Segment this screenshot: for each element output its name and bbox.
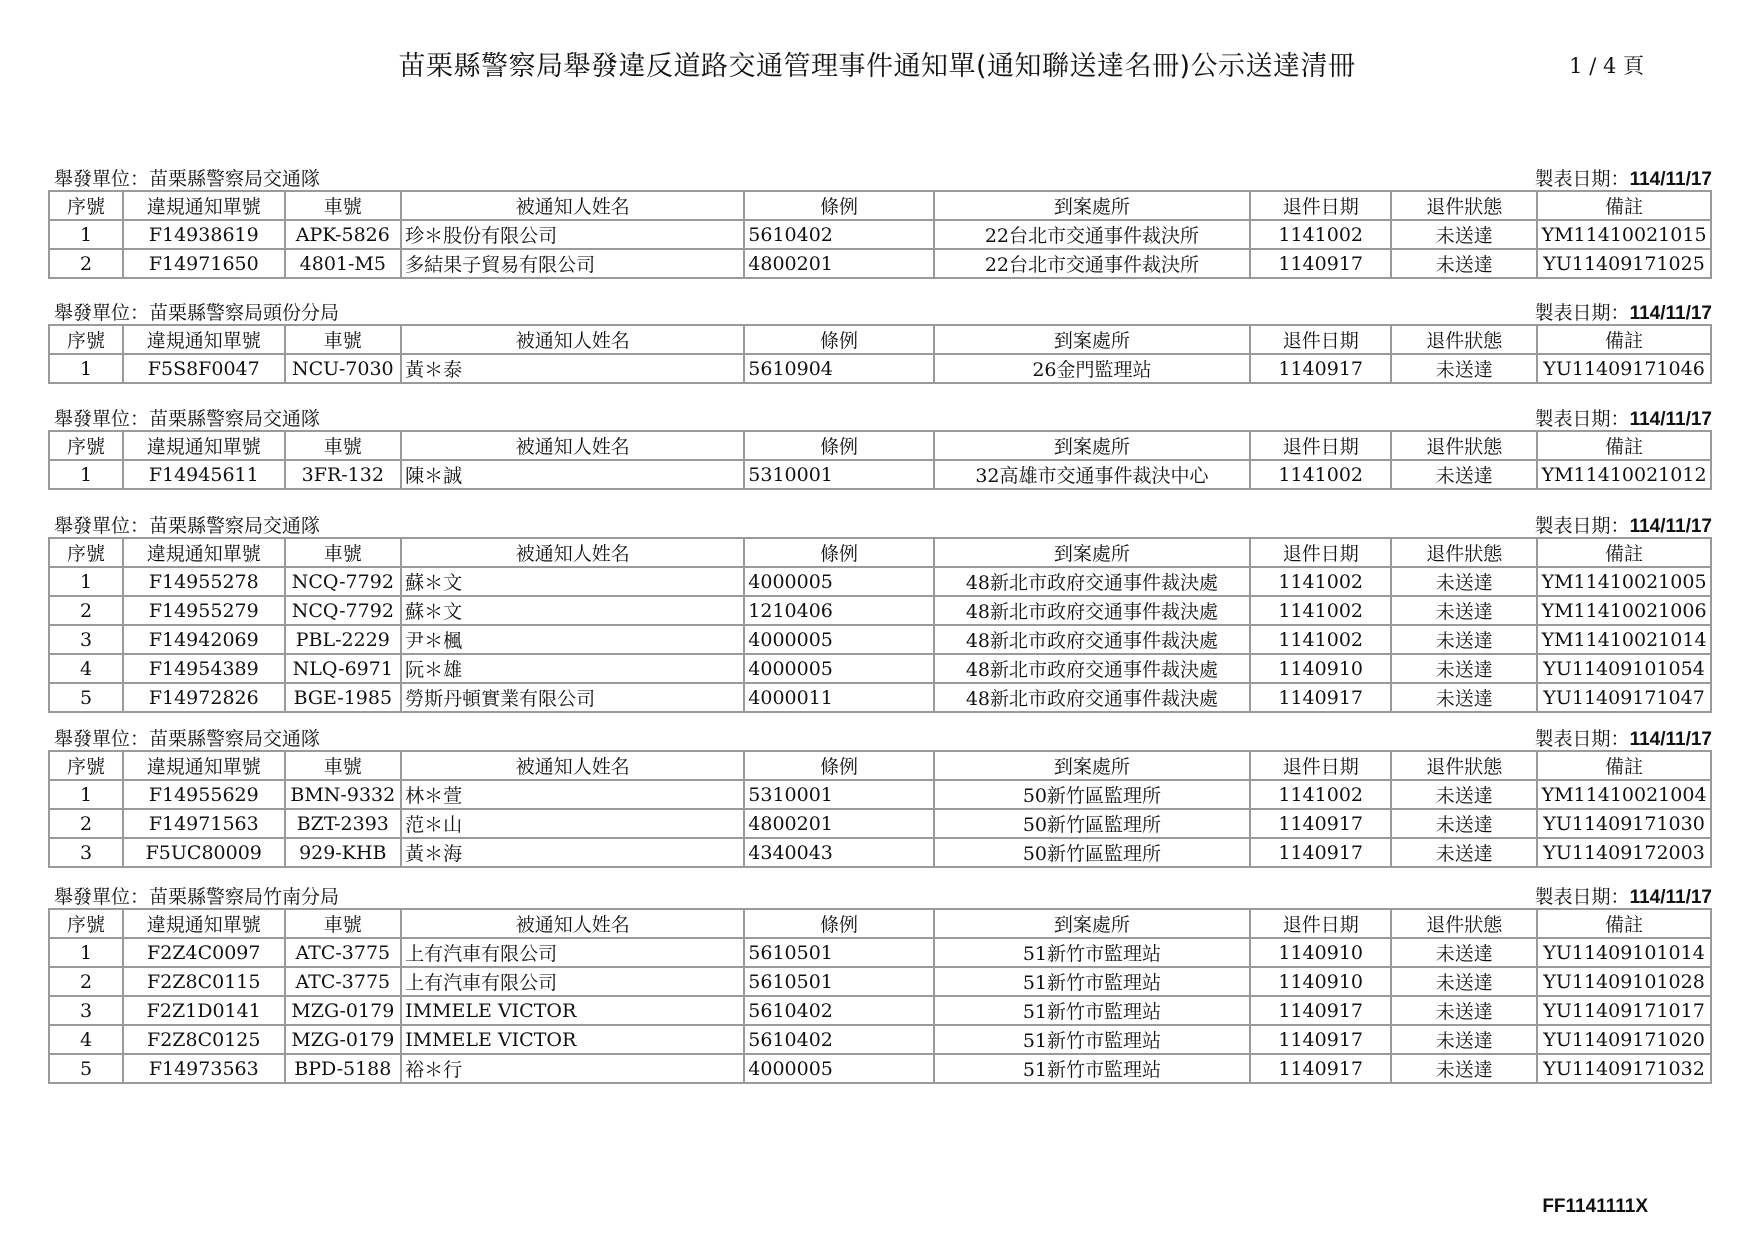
table-cell: 1141002 — [1250, 625, 1391, 654]
table-cell: 黃＊海 — [401, 838, 744, 867]
table-cell: 未送達 — [1391, 625, 1537, 654]
table-cell: F14945611 — [123, 460, 284, 489]
table-cell: 2 — [49, 809, 123, 838]
table-cell: 未送達 — [1391, 354, 1537, 383]
table-cell: 3 — [49, 996, 123, 1025]
table-row — [49, 996, 1711, 1025]
table-cell: 5610501 — [744, 967, 934, 996]
table-cell: 未送達 — [1391, 683, 1537, 712]
column-header: 序號 — [49, 909, 123, 938]
table-cell: F5S8F0047 — [123, 354, 284, 383]
table-cell: 1140910 — [1250, 654, 1391, 683]
column-header: 退件日期 — [1250, 191, 1391, 220]
table-cell: YU11409101054 — [1537, 654, 1711, 683]
table-cell: F14972826 — [123, 683, 284, 712]
table-cell: 4 — [49, 1025, 123, 1054]
table-cell: 50新竹區監理所 — [934, 838, 1250, 867]
table-cell: 32高雄市交通事件裁決中心 — [934, 460, 1250, 489]
table-cell: 4000011 — [744, 683, 934, 712]
table-cell: 1210406 — [744, 596, 934, 625]
table-cell: 51新竹市監理站 — [934, 1054, 1250, 1083]
table-cell: 4000005 — [744, 567, 934, 596]
table-cell: APK-5826 — [285, 220, 402, 249]
table-cell: 未送達 — [1391, 249, 1537, 278]
table-cell: BZT-2393 — [285, 809, 402, 838]
table-cell: 51新竹市監理站 — [934, 938, 1250, 967]
table-cell: 未送達 — [1391, 460, 1537, 489]
table-cell: 51新竹市監理站 — [934, 996, 1250, 1025]
table-cell: 林＊萱 — [401, 780, 744, 809]
section-header — [48, 880, 1712, 908]
table-cell: 5610501 — [744, 938, 934, 967]
table-cell: YU11409171017 — [1537, 996, 1711, 1025]
table-cell: 3 — [49, 838, 123, 867]
table-cell: 未送達 — [1391, 1054, 1537, 1083]
table-cell: 48新北市政府交通事件裁決處 — [934, 654, 1250, 683]
table-header-row — [49, 325, 1711, 354]
column-header: 條例 — [744, 538, 934, 567]
column-header: 到案處所 — [934, 538, 1250, 567]
made-date-value: 114/11/17 — [1629, 409, 1712, 430]
table-cell: 蘇＊文 — [401, 567, 744, 596]
table-row — [49, 683, 1711, 712]
table-cell: YU11409101014 — [1537, 938, 1711, 967]
reporting-unit: 舉發單位：苗栗縣警察局交通隊 — [54, 168, 321, 190]
table-cell: YM11410021014 — [1537, 625, 1711, 654]
table-cell: F14973563 — [123, 1054, 284, 1083]
table-cell: 3FR-132 — [285, 460, 402, 489]
table-cell: 48新北市政府交通事件裁決處 — [934, 683, 1250, 712]
table-cell: 1141002 — [1250, 596, 1391, 625]
column-header: 序號 — [49, 325, 123, 354]
section-header — [48, 509, 1712, 537]
report-section — [48, 162, 1712, 279]
column-header: 到案處所 — [934, 191, 1250, 220]
table-row — [49, 220, 1711, 249]
table-cell: 上有汽車有限公司 — [401, 967, 744, 996]
column-header: 退件狀態 — [1391, 751, 1537, 780]
page-number: 1 / 4 頁 — [1569, 54, 1644, 78]
made-date-value: 114/11/17 — [1629, 729, 1712, 750]
table-cell: 22台北市交通事件裁決所 — [934, 249, 1250, 278]
table-cell: YM11410021015 — [1537, 220, 1711, 249]
table-cell: BPD-5188 — [285, 1054, 402, 1083]
table-cell: 1140910 — [1250, 967, 1391, 996]
table-cell: YU11409171030 — [1537, 809, 1711, 838]
made-date-label: 製表日期： — [1534, 302, 1630, 324]
table-row — [49, 938, 1711, 967]
table-row — [49, 654, 1711, 683]
column-header: 被通知人姓名 — [401, 538, 744, 567]
table-cell: F14954389 — [123, 654, 284, 683]
column-header: 備註 — [1537, 431, 1711, 460]
table-row — [49, 838, 1711, 867]
column-header: 退件狀態 — [1391, 538, 1537, 567]
table-cell: F14955279 — [123, 596, 284, 625]
table-cell: 5610904 — [744, 354, 934, 383]
table-cell: YU11409171025 — [1537, 249, 1711, 278]
table-cell: BMN-9332 — [285, 780, 402, 809]
table-cell: 范＊山 — [401, 809, 744, 838]
table-cell: 未送達 — [1391, 996, 1537, 1025]
table-cell: YU11409171032 — [1537, 1054, 1711, 1083]
column-header: 條例 — [744, 909, 934, 938]
table-cell: 1140917 — [1250, 996, 1391, 1025]
table-cell: 2 — [49, 596, 123, 625]
table-row — [49, 249, 1711, 278]
made-date-label: 製表日期： — [1534, 408, 1630, 430]
column-header: 被通知人姓名 — [401, 191, 744, 220]
table-cell: 4800201 — [744, 249, 934, 278]
table-cell: 5610402 — [744, 220, 934, 249]
reporting-unit: 舉發單位：苗栗縣警察局交通隊 — [54, 515, 321, 537]
table-cell: 2 — [49, 249, 123, 278]
table-cell: 51新竹市監理站 — [934, 967, 1250, 996]
table-cell: 1 — [49, 780, 123, 809]
table-cell: F5UC80009 — [123, 838, 284, 867]
section-header — [48, 402, 1712, 430]
table-cell: 5 — [49, 1054, 123, 1083]
column-header: 到案處所 — [934, 751, 1250, 780]
column-header: 違規通知單號 — [123, 431, 284, 460]
table-cell: IMMELE VICTOR — [401, 996, 744, 1025]
table-cell: F2Z4C0097 — [123, 938, 284, 967]
table-cell: 1140917 — [1250, 1054, 1391, 1083]
column-header: 到案處所 — [934, 431, 1250, 460]
document-title: 苗栗縣警察局舉發違反道路交通管理事件通知單(通知聯送達名冊)公示送達清冊 — [398, 51, 1356, 82]
table-cell: 50新竹區監理所 — [934, 809, 1250, 838]
report-section — [48, 402, 1712, 490]
table-cell: 未送達 — [1391, 938, 1537, 967]
column-header: 備註 — [1537, 191, 1711, 220]
table-row — [49, 567, 1711, 596]
table-cell: 黃＊泰 — [401, 354, 744, 383]
section-header — [48, 296, 1712, 324]
table-cell: 勞斯丹頓實業有限公司 — [401, 683, 744, 712]
column-header: 車號 — [285, 538, 402, 567]
column-header: 車號 — [285, 751, 402, 780]
column-header: 退件日期 — [1250, 431, 1391, 460]
table-cell: 裕＊行 — [401, 1054, 744, 1083]
table-cell: F14938619 — [123, 220, 284, 249]
footer-code: FF1141111X — [1542, 1196, 1648, 1217]
table-cell: 4800201 — [744, 809, 934, 838]
column-header: 退件日期 — [1250, 538, 1391, 567]
made-date — [1535, 404, 1712, 431]
table-cell: NCQ-7792 — [285, 596, 402, 625]
column-header: 退件狀態 — [1391, 191, 1537, 220]
table-cell: 蘇＊文 — [401, 596, 744, 625]
column-header: 條例 — [744, 325, 934, 354]
returned-notices-table — [48, 750, 1712, 868]
table-cell: YU11409101028 — [1537, 967, 1711, 996]
table-cell: 51新竹市監理站 — [934, 1025, 1250, 1054]
table-cell: 未送達 — [1391, 596, 1537, 625]
table-cell: 未送達 — [1391, 220, 1537, 249]
table-cell: 5610402 — [744, 1025, 934, 1054]
table-cell: 1140917 — [1250, 683, 1391, 712]
table-row — [49, 1025, 1711, 1054]
report-section — [48, 296, 1712, 384]
returned-notices-table — [48, 324, 1712, 384]
column-header: 序號 — [49, 191, 123, 220]
table-cell: NCU-7030 — [285, 354, 402, 383]
table-cell: F2Z1D0141 — [123, 996, 284, 1025]
table-cell: F2Z8C0115 — [123, 967, 284, 996]
table-cell: F14955278 — [123, 567, 284, 596]
table-cell: 1140917 — [1250, 809, 1391, 838]
table-cell: 4801-M5 — [285, 249, 402, 278]
column-header: 被通知人姓名 — [401, 325, 744, 354]
table-row — [49, 460, 1711, 489]
made-date-value: 114/11/17 — [1629, 516, 1712, 537]
made-date-label: 製表日期： — [1534, 886, 1630, 908]
table-cell: 1141002 — [1250, 220, 1391, 249]
table-cell: F14971650 — [123, 249, 284, 278]
table-cell: 2 — [49, 967, 123, 996]
table-cell: 未送達 — [1391, 567, 1537, 596]
reporting-unit: 舉發單位：苗栗縣警察局頭份分局 — [54, 302, 340, 324]
table-cell: F14955629 — [123, 780, 284, 809]
table-cell: 尹＊楓 — [401, 625, 744, 654]
column-header: 退件日期 — [1250, 751, 1391, 780]
made-date — [1535, 511, 1712, 538]
column-header: 違規通知單號 — [123, 191, 284, 220]
table-row — [49, 780, 1711, 809]
table-cell: YU11409171047 — [1537, 683, 1711, 712]
column-header: 到案處所 — [934, 325, 1250, 354]
made-date-label: 製表日期： — [1534, 515, 1630, 537]
table-row — [49, 1054, 1711, 1083]
table-cell: IMMELE VICTOR — [401, 1025, 744, 1054]
table-cell: 1140917 — [1250, 1025, 1391, 1054]
table-header-row — [49, 431, 1711, 460]
table-cell: 4340043 — [744, 838, 934, 867]
table-cell: 22台北市交通事件裁決所 — [934, 220, 1250, 249]
table-cell: 阮＊雄 — [401, 654, 744, 683]
table-cell: 26金門監理站 — [934, 354, 1250, 383]
table-cell: 1141002 — [1250, 780, 1391, 809]
column-header: 序號 — [49, 538, 123, 567]
table-cell: YU11409171020 — [1537, 1025, 1711, 1054]
table-cell: 5310001 — [744, 460, 934, 489]
table-cell: BGE-1985 — [285, 683, 402, 712]
table-cell: 50新竹區監理所 — [934, 780, 1250, 809]
table-cell: YM11410021004 — [1537, 780, 1711, 809]
table-cell: F14942069 — [123, 625, 284, 654]
column-header: 被通知人姓名 — [401, 751, 744, 780]
column-header: 違規通知單號 — [123, 325, 284, 354]
column-header: 違規通知單號 — [123, 909, 284, 938]
column-header: 退件狀態 — [1391, 909, 1537, 938]
table-header-row — [49, 191, 1711, 220]
returned-notices-table — [48, 430, 1712, 490]
column-header: 違規通知單號 — [123, 751, 284, 780]
column-header: 車號 — [285, 909, 402, 938]
table-cell: 1 — [49, 938, 123, 967]
column-header: 被通知人姓名 — [401, 909, 744, 938]
table-cell: 1 — [49, 354, 123, 383]
table-cell: 4000005 — [744, 1054, 934, 1083]
column-header: 備註 — [1537, 538, 1711, 567]
returned-notices-table — [48, 190, 1712, 279]
table-cell: 5610402 — [744, 996, 934, 1025]
reporting-unit: 舉發單位：苗栗縣警察局竹南分局 — [54, 886, 340, 908]
table-cell: 1 — [49, 460, 123, 489]
column-header: 條例 — [744, 751, 934, 780]
column-header: 退件日期 — [1250, 909, 1391, 938]
table-cell: MZG-0179 — [285, 996, 402, 1025]
column-header: 退件狀態 — [1391, 431, 1537, 460]
column-header: 到案處所 — [934, 909, 1250, 938]
report-section — [48, 722, 1712, 868]
reporting-unit: 舉發單位：苗栗縣警察局交通隊 — [54, 408, 321, 430]
table-cell: 1140917 — [1250, 838, 1391, 867]
column-header: 車號 — [285, 325, 402, 354]
made-date — [1535, 882, 1712, 909]
table-cell: 5 — [49, 683, 123, 712]
table-cell: 5310001 — [744, 780, 934, 809]
column-header: 車號 — [285, 431, 402, 460]
table-header-row — [49, 751, 1711, 780]
table-cell: 未送達 — [1391, 1025, 1537, 1054]
table-cell: 珍＊股份有限公司 — [401, 220, 744, 249]
table-cell: 陳＊誠 — [401, 460, 744, 489]
table-cell: 1140910 — [1250, 938, 1391, 967]
table-cell: NLQ-6971 — [285, 654, 402, 683]
table-cell: 未送達 — [1391, 838, 1537, 867]
table-cell: 上有汽車有限公司 — [401, 938, 744, 967]
table-row — [49, 809, 1711, 838]
returned-notices-table — [48, 908, 1712, 1084]
made-date — [1535, 164, 1712, 191]
table-cell: 4 — [49, 654, 123, 683]
column-header: 違規通知單號 — [123, 538, 284, 567]
column-header: 被通知人姓名 — [401, 431, 744, 460]
table-cell: 未送達 — [1391, 780, 1537, 809]
table-cell: NCQ-7792 — [285, 567, 402, 596]
table-cell: 1141002 — [1250, 567, 1391, 596]
column-header: 車號 — [285, 191, 402, 220]
table-cell: 1140917 — [1250, 354, 1391, 383]
table-cell: 929-KHB — [285, 838, 402, 867]
table-cell: 3 — [49, 625, 123, 654]
report-section — [48, 509, 1712, 713]
column-header: 退件日期 — [1250, 325, 1391, 354]
table-cell: 未送達 — [1391, 809, 1537, 838]
table-row — [49, 354, 1711, 383]
column-header: 備註 — [1537, 751, 1711, 780]
table-cell: 多結果子貿易有限公司 — [401, 249, 744, 278]
table-row — [49, 625, 1711, 654]
column-header: 序號 — [49, 431, 123, 460]
table-cell: 48新北市政府交通事件裁決處 — [934, 596, 1250, 625]
table-cell: 1 — [49, 567, 123, 596]
section-header — [48, 162, 1712, 190]
table-row — [49, 967, 1711, 996]
made-date-label: 製表日期： — [1534, 728, 1630, 750]
table-cell: YM11410021006 — [1537, 596, 1711, 625]
made-date-label: 製表日期： — [1534, 168, 1630, 190]
made-date-value: 114/11/17 — [1629, 169, 1712, 190]
table-cell: YU11409171046 — [1537, 354, 1711, 383]
table-cell: ATC-3775 — [285, 938, 402, 967]
table-cell: 1141002 — [1250, 460, 1391, 489]
column-header: 條例 — [744, 191, 934, 220]
table-cell: 1 — [49, 220, 123, 249]
made-date — [1535, 724, 1712, 751]
returned-notices-table — [48, 537, 1712, 713]
table-cell: 48新北市政府交通事件裁決處 — [934, 567, 1250, 596]
table-cell: 1140917 — [1250, 249, 1391, 278]
made-date — [1535, 298, 1712, 325]
column-header: 備註 — [1537, 325, 1711, 354]
column-header: 序號 — [49, 751, 123, 780]
table-header-row — [49, 538, 1711, 567]
table-cell: 48新北市政府交通事件裁決處 — [934, 625, 1250, 654]
reporting-unit: 舉發單位：苗栗縣警察局交通隊 — [54, 728, 321, 750]
table-cell: 4000005 — [744, 625, 934, 654]
column-header: 條例 — [744, 431, 934, 460]
made-date-value: 114/11/17 — [1629, 303, 1712, 324]
table-row — [49, 596, 1711, 625]
table-cell: ATC-3775 — [285, 967, 402, 996]
section-header — [48, 722, 1712, 750]
table-header-row — [49, 909, 1711, 938]
column-header: 退件狀態 — [1391, 325, 1537, 354]
table-cell: PBL-2229 — [285, 625, 402, 654]
table-cell: 未送達 — [1391, 654, 1537, 683]
table-cell: YU11409172003 — [1537, 838, 1711, 867]
table-cell: F2Z8C0125 — [123, 1025, 284, 1054]
table-cell: 4000005 — [744, 654, 934, 683]
table-cell: F14971563 — [123, 809, 284, 838]
made-date-value: 114/11/17 — [1629, 887, 1712, 908]
report-section — [48, 880, 1712, 1084]
table-cell: 未送達 — [1391, 967, 1537, 996]
table-cell: YM11410021005 — [1537, 567, 1711, 596]
column-header: 備註 — [1537, 909, 1711, 938]
table-cell: YM11410021012 — [1537, 460, 1711, 489]
table-cell: MZG-0179 — [285, 1025, 402, 1054]
